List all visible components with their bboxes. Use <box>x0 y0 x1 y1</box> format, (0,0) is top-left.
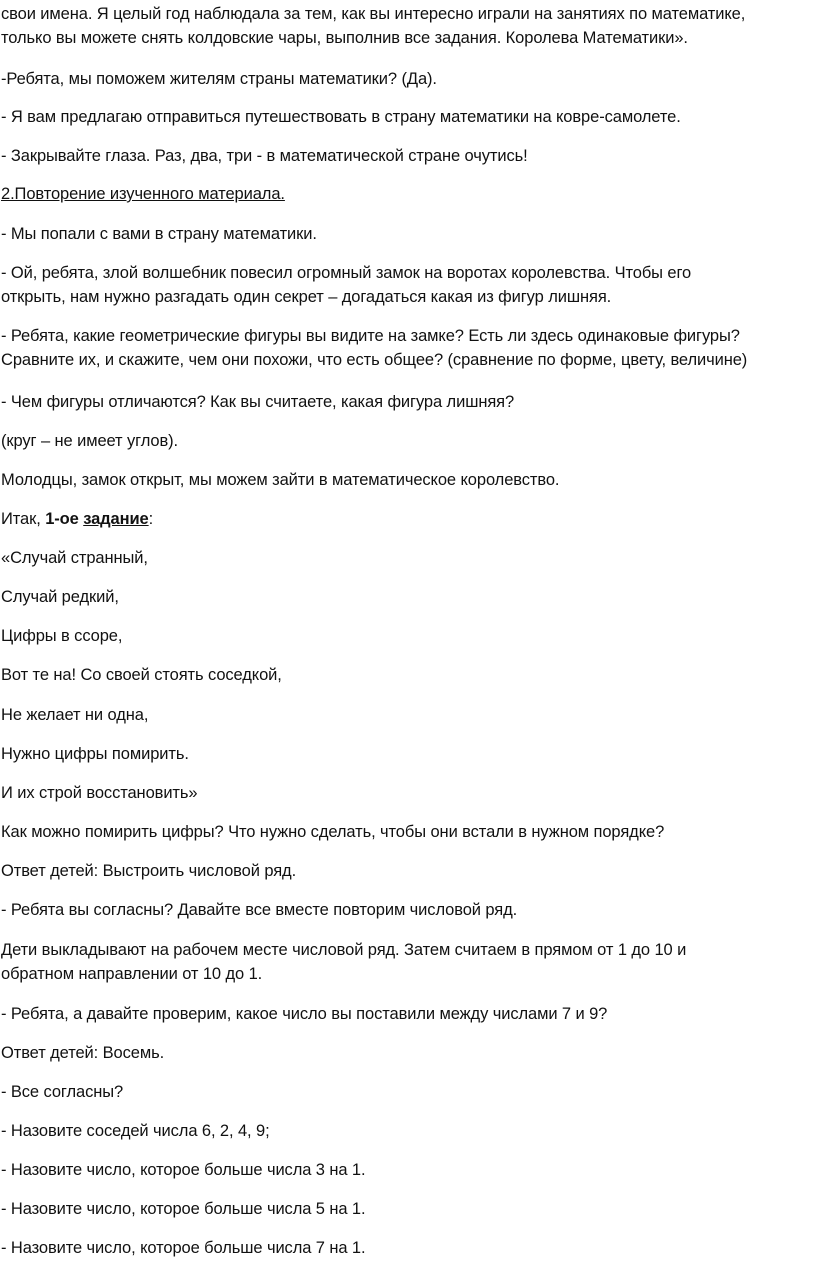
paragraph-shapes-line-1: - Ребята, какие геометрические фигуры вы видите на замке? Есть ли здесь одинаковые фигуры? <box>1 327 740 345</box>
first-task-number: 1-ое <box>45 510 84 528</box>
paragraph-greater-than-5: - Назовите число, которое больше числа 5 на 1. <box>1 1200 366 1218</box>
paragraph-counting-line-2: обратном направлении от 10 до 1. <box>1 965 263 983</box>
poem-line-6: Нужно цифры помирить. <box>1 745 189 763</box>
paragraph-differences: - Чем фигуры отличаются? Как вы считаете, какая фигура лишняя? <box>1 393 515 411</box>
paragraph-lock-line-2: открыть, нам нужно разгадать один секрет – догадаться какая из фигур лишняя. <box>1 288 612 306</box>
poem-line-5: Не желает ни одна, <box>1 706 149 724</box>
paragraph-first-task <box>1 507 153 531</box>
paragraph-arrived: - Мы попали с вами в страну математики. <box>1 225 317 243</box>
paragraph-reconcile-question: Как можно помирить цифры? Что нужно сделать, чтобы они встали в нужном порядке? <box>1 823 665 841</box>
poem-line-1: «Случай странный, <box>1 549 148 567</box>
paragraph-agree-repeat: - Ребята вы согласны? Давайте все вместе повторим числовой ряд. <box>1 901 518 919</box>
paragraph-check-number: - Ребята, а давайте проверим, какое число вы поставили между числами 7 и 9? <box>1 1005 608 1023</box>
paragraph-travel-offer: - Я вам предлагаю отправиться путешествовать в страну математики на ковре-самолете. <box>1 108 681 126</box>
poem-line-7: И их строй восстановить» <box>1 784 198 802</box>
paragraph-neighbors: - Назовите соседей числа 6, 2, 4, 9; <box>1 1122 270 1140</box>
paragraph-circle-answer: (круг – не имеет углов). <box>1 432 179 450</box>
paragraph-lock-open: Молодцы, замок открыт, мы можем зайти в математическое королевство. <box>1 471 560 489</box>
paragraph-close-eyes: - Закрывайте глаза. Раз, два, три - в математической стране очутись! <box>1 147 528 165</box>
poem-line-3: Цифры в ссоре, <box>1 627 123 645</box>
first-task-label: задание <box>83 510 149 528</box>
paragraph-all-agree: - Все согласны? <box>1 1083 124 1101</box>
section-heading: 2.Повторение изученного материала. <box>1 185 285 203</box>
paragraph-counting-line-1: Дети выкладывают на рабочем месте числовой ряд. Затем считаем в прямом от 1 до 10 и <box>1 941 687 959</box>
paragraph-intro-line-2: только вы можете снять колдовские чары, выполнив все задания. Королева Математики». <box>1 29 688 47</box>
first-task-prefix: Итак, <box>1 510 46 528</box>
paragraph-shapes-line-2: Сравните их, и скажите, чем они похожи, что есть общее? (сравнение по форме, цвету, величине) <box>1 351 748 369</box>
poem-line-2: Случай редкий, <box>1 588 119 606</box>
poem-line-4: Вот те на! Со своей стоять соседкой, <box>1 666 282 684</box>
paragraph-greater-than-7: - Назовите число, которое больше числа 7 на 1. <box>1 1239 366 1257</box>
paragraph-children-answer-row: Ответ детей: Выстроить числовой ряд. <box>1 862 297 880</box>
first-task-colon: : <box>148 510 154 528</box>
paragraph-help-question: -Ребята, мы поможем жителям страны математики? (Да). <box>1 70 437 88</box>
paragraph-children-answer-eight: Ответ детей: Восемь. <box>1 1044 165 1062</box>
paragraph-lock-line-1: - Ой, ребята, злой волшебник повесил огромный замок на воротах королевства. Чтобы его <box>1 264 692 282</box>
paragraph-greater-than-3: - Назовите число, которое больше числа 3 на 1. <box>1 1161 366 1179</box>
paragraph-intro-line-1: свои имена. Я целый год наблюдала за тем, как вы интересно играли на занятиях по математике, <box>1 5 746 23</box>
